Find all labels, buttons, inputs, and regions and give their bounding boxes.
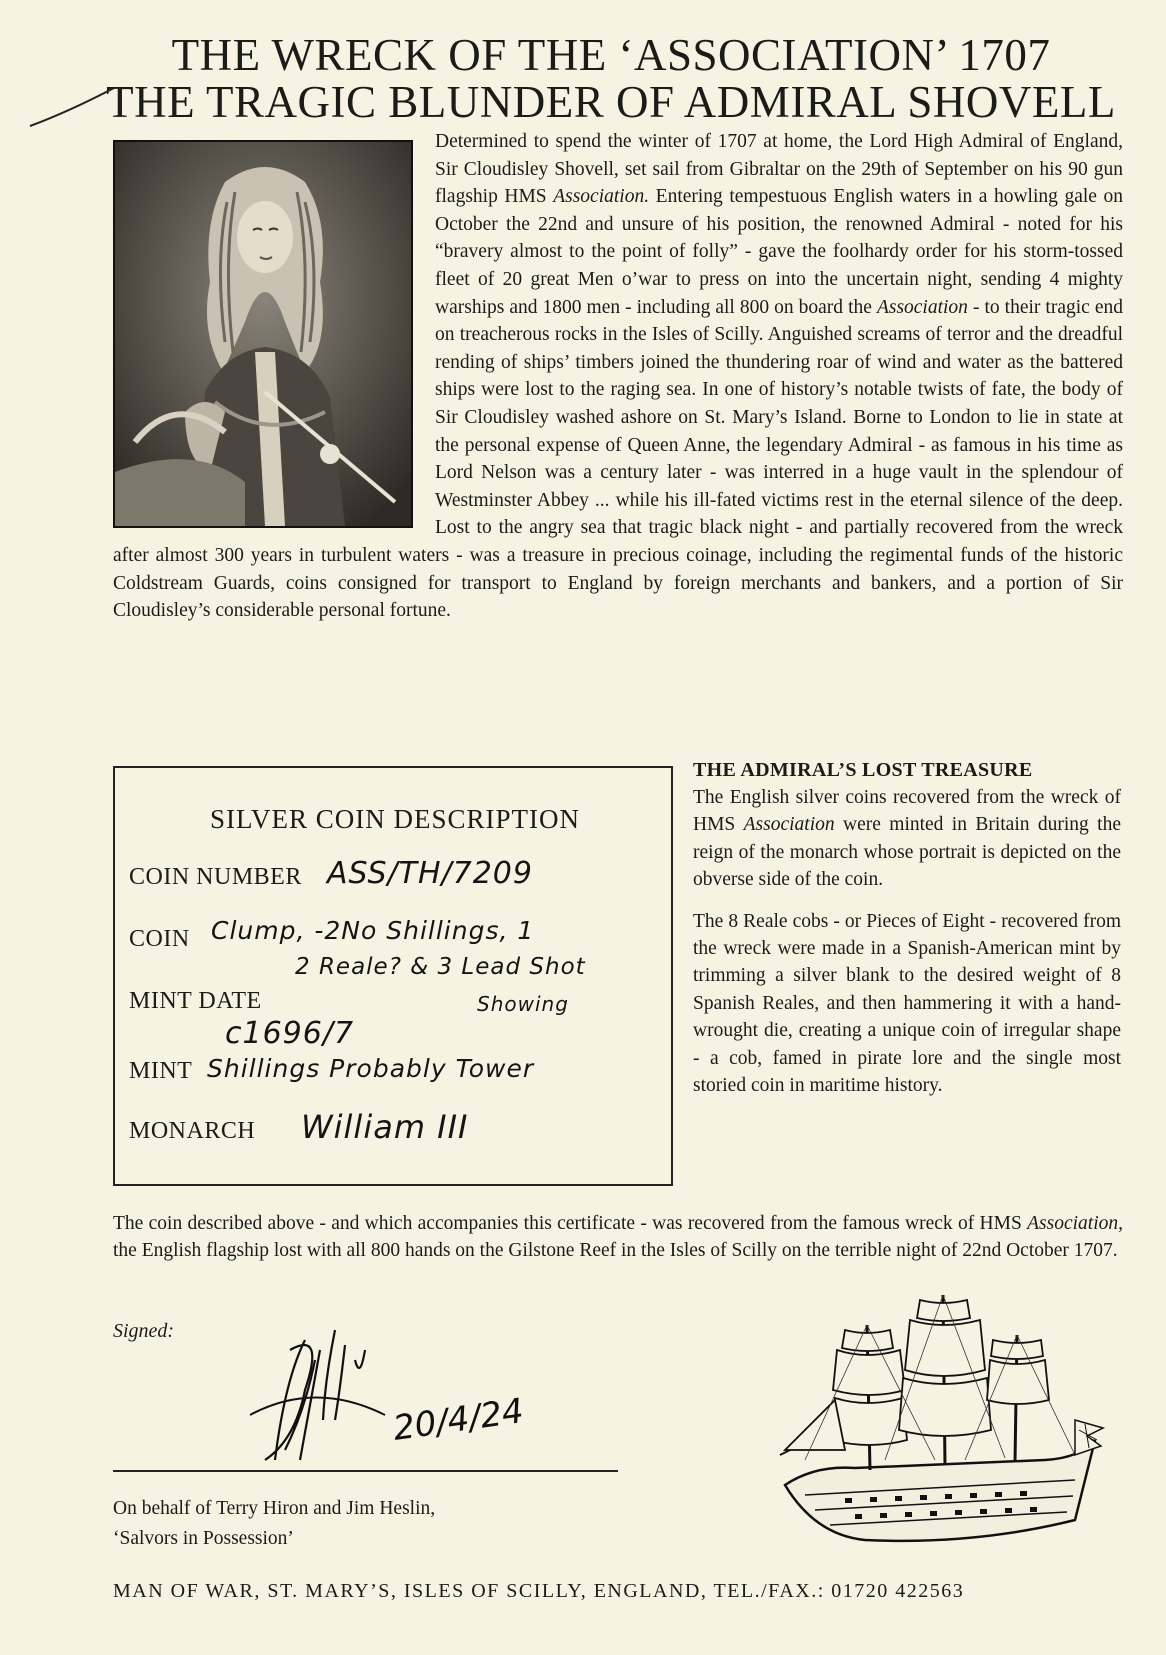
treasure-p1-text-b: were minted in Britain during the reign of the monarch whose portrait is depicted on the obverse side of the coin. [693,814,1121,891]
mint-date-value: c1696/7 [225,1016,355,1051]
intro-ship-name-1: Association. [553,186,650,208]
intro-text-3: - to their tragic end on treacherous rocks in the Isles of Scilly. Anguished screams of terror and the dreadful rending of ships’ timbers joined the thundering roar of wind and water as the battered ships were lost to the raging sea. In one of history’s notable twists of fate, the body of Sir Cloudisley washed ashore on St. Mary’s Island. Borne to London to lie in state at the personal expense of Queen Anne, the legendary Admiral - as famous in his time as Lord Nelson was a century later - was interred in a huge vault in the splendour of Westminster Abbey ... while his ill-fated victims rest in the eternal silence of the deep. Lost to the angry sea that tragic black night - and partially recovered from the wreck after almost 300 years in turbulent waters - was a treasure in precious coinage, including the regimental funds of the historic Coldstream Guards, coins consigned for transport to England by foreign merchants and bankers, and a portion of Sir Cloudisley’s considerable personal fortune. [113,296,1123,622]
treasure-p1-text-a: The English silver coins recovered from the wreck of HMS [693,787,1121,836]
recovery-text-b: the English flagship lost with all 800 hands on the Gilstone Reef in the Isles of Scilly on the terrible night of 22nd October 1707. [113,1240,1118,1262]
treasure-paragraph-2: The 8 Reale cobs - or Pieces of Eight - recovered from the wreck were made in a Spanish-American mint by trimming a silver blank to the desired weight of 8 Spanish Reales, and then hammering it with a hand-wrought die, creating a unique coin of irregular shape - a cob, famed in pirate lore and the single most storied coin in maritime history. [693,910,1121,1097]
mint-date-note: Showing [477,992,569,1016]
coin-number-value: ASS/TH/7209 [327,856,533,891]
monarch-value: William III [301,1108,469,1146]
signature-line [113,1470,618,1472]
treasure-p1-ship-name: Association [743,814,835,836]
intro-text-1: Determined to spend the winter of 1707 at home, the Lord High Admiral of England, Sir Cloudisley Shovell, set sail from Gibraltar on the 29th of September on his 90 gun flagship HMS [435,131,1123,208]
treasure-paragraph-1 [693,784,1121,894]
coin-value-line-2: 2 Reale? & 3 Lead Shot [295,954,586,980]
signed-label: Signed: [113,1320,175,1342]
coin-number-label: COIN NUMBER [129,864,302,890]
behalf-line-2: ‘Salvors in Possession’ [113,1528,294,1549]
coin-description-box [113,766,673,1186]
coin-box-heading: SILVER COIN DESCRIPTION [209,804,581,834]
mint-value: Shillings Probably Tower [207,1054,535,1083]
recovery-text-a: The coin described above - and which accompanies this certificate - was recovered from the famous wreck of HMS [113,1213,1028,1234]
sailing-ship-illustration [775,1290,1105,1560]
contact-address: MAN OF WAR, ST. MARY’S, ISLES OF SCILLY, ENGLAND, TEL./FAX.: 01720 422563 [113,1580,965,1602]
monarch-label: MONARCH [129,1118,256,1144]
behalf-line-1: On behalf of Terry Hiron and Jim Heslin, [113,1498,436,1519]
title-line-2: THE TRAGIC BLUNDER OF ADMIRAL SHOVELL [106,77,1116,127]
coin-value-line-1: Clump, -2No Shillings, 1 [211,916,535,945]
intro-text-2: Entering tempestuous English waters in a howling gale on October the 22nd and unsure of his position, the renowned Admiral - noted for his “bravery almost to the point of folly” - gave the foolhardy order for his storm-tossed fleet of 20 great Men o’war to press on into the uncertain night, sending 4 mighty warships and 1800 men - including all 800 on board the [435,186,1123,318]
handwritten-signature [245,1320,575,1470]
mint-date-label: MINT DATE [129,988,262,1014]
portrait-float-spacer [113,128,435,520]
lost-treasure-section [693,757,1121,1113]
behalf-block [113,1494,435,1554]
treasure-heading: THE ADMIRAL’S LOST TREASURE [693,759,1033,781]
recovery-statement [113,1210,1123,1265]
intro-paragraph [113,128,1123,625]
mint-label: MINT [129,1058,193,1084]
page-title [106,32,1116,126]
intro-ship-name-2: Association [876,296,968,318]
signature-date: 20/4/24 [390,1391,527,1449]
coin-label: COIN [129,926,190,952]
title-line-1: THE WRECK OF THE ‘ASSOCIATION’ 1707 [171,30,1051,80]
recovery-ship-name: Association, [1027,1213,1123,1234]
pen-stroke-mark [28,82,118,132]
